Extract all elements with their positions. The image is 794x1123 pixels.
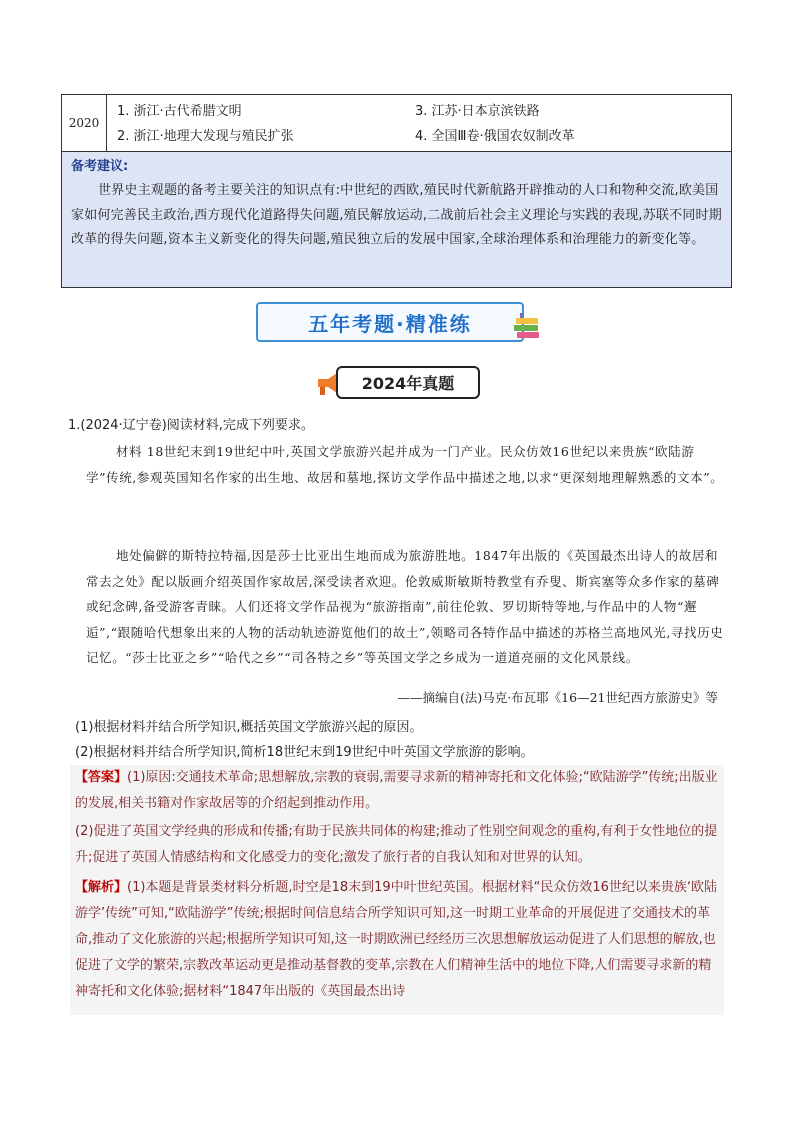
sub-question: (2)根据材料并结合所学知识,简析18世纪末到19世纪中叶英国文学旅游的影响。: [75, 745, 534, 760]
material-paragraph: 材料 18世纪末到19世纪中叶,英国文学旅游兴起并成为一门产业。民众仿效16世纪以来贵族“欧陆游学”传统,参观英国知名作家的出生地、故居和墓地,探访文学作品中描述之地,以求“更深刻地理解熟悉的文本”。: [86, 444, 724, 485]
advice-title: 备考建议:: [71, 159, 129, 174]
answer-label: 【答案】: [75, 770, 128, 785]
books-icon: [513, 310, 543, 344]
question-stem: 1.(2024·辽宁卷)阅读材料,完成下列要求。: [68, 418, 314, 433]
table-item: 2. 浙江·地理大发现与殖民扩张: [117, 129, 294, 144]
year-cell: 2020: [62, 95, 107, 151]
advice-text: 世界史主观题的备考主要关注的知识点有:中世纪的西欧,殖民时代新航路开辟推动的人口和物种交流,欧美国家如何完善民主政治,西方现代化道路得失问题,殖民解放运动,二战前后社会主义理论与实践的表现,苏联不同时期改革的得失问题,资本主义新变化的得失问题,殖民独立后的发展中国家,全球治理体系和治理能力的新变化等。: [71, 183, 722, 247]
table-row: [62, 95, 731, 152]
answer-part2: (2)促进了英国文学经典的形成和传播;有助于民族共同体的构建;推动了性别空间观念的重构,有利于女性地位的提升;促进了英国人情感结构和文化感受力的变化;激发了旅行者的自我认知和对世界的认知。: [75, 824, 718, 865]
sub-question: (1)根据材料并结合所学知识,概括英国文学旅游兴起的原因。: [75, 720, 423, 735]
exam-table: [61, 94, 732, 288]
banner-title: 五年考题·精准练: [308, 311, 472, 336]
material-paragraph: 地处偏僻的斯特拉特福,因是莎士比亚出生地而成为旅游胜地。1847年出版的《英国最杰出诗人的故居和常去之处》配以版画介绍英国作家故居,深受读者欢迎。伦敦威斯敏斯特教堂有乔叟、斯宾塞等众多作家的墓碑或纪念碑,备受游客青睐。人们还将文学作品视为“旅游指南”,前往伦敦、罗切斯特等地,与作品中的人物“邂逅”,“跟随哈代想象出来的人物的活动轨迹游览他们的故土”,领略司各特作品中描述的苏格兰高地风光,寻找历史记忆。“莎士比亚之乡”“哈代之乡”“司各特之乡”等英国文学之乡成为一道道亮丽的文化风景线。: [86, 548, 724, 665]
section-tag: [336, 366, 480, 399]
table-item: 1. 浙江·古代希腊文明: [117, 104, 242, 119]
table-item: 3. 江苏·日本京滨铁路: [415, 104, 540, 119]
material-source: ——摘编自(法)马克·布瓦耶《16—21世纪西方旅游史》等: [397, 690, 718, 705]
answer-box: [70, 765, 724, 1015]
advice-box: [62, 152, 731, 287]
answer-part1: 【答案】(1)原因:交通技术革命;思想解放,宗教的衰弱,需要寻求新的精神寄托和文化体验;“欧陆游学”传统;出版业的发展,相关书籍对作家故居等的介绍起到推动作用。: [75, 770, 718, 811]
section-tag-text: 2024年真题: [361, 374, 455, 393]
section-banner: [256, 302, 524, 342]
analysis-text: 【解析】(1)本题是背景类材料分析题,时空是18末到19中叶世纪英国。根据材料“民众仿效16世纪以来贵族‘欧陆游学’传统”可知,“欧陆游学”传统;根据时间信息结合所学知识可知,这一时期工业革命的开展促进了交通技术的革命,推动了文化旅游的兴起;根据所学知识可知,这一时期欧洲已经经历三次思想解放运动促进了人们思想的解放,也促进了文学的繁荣,宗教改革运动更是推动基督教的变革,宗教在人们精神生活中的地位下降,人们需要寻求新的精神寄托和文化体验;据材料“1847年出版的《英国最杰出诗: [75, 880, 718, 999]
analysis-label: 【解析】: [75, 880, 128, 895]
table-item: 4. 全国Ⅲ卷·俄国农奴制改革: [415, 129, 575, 144]
